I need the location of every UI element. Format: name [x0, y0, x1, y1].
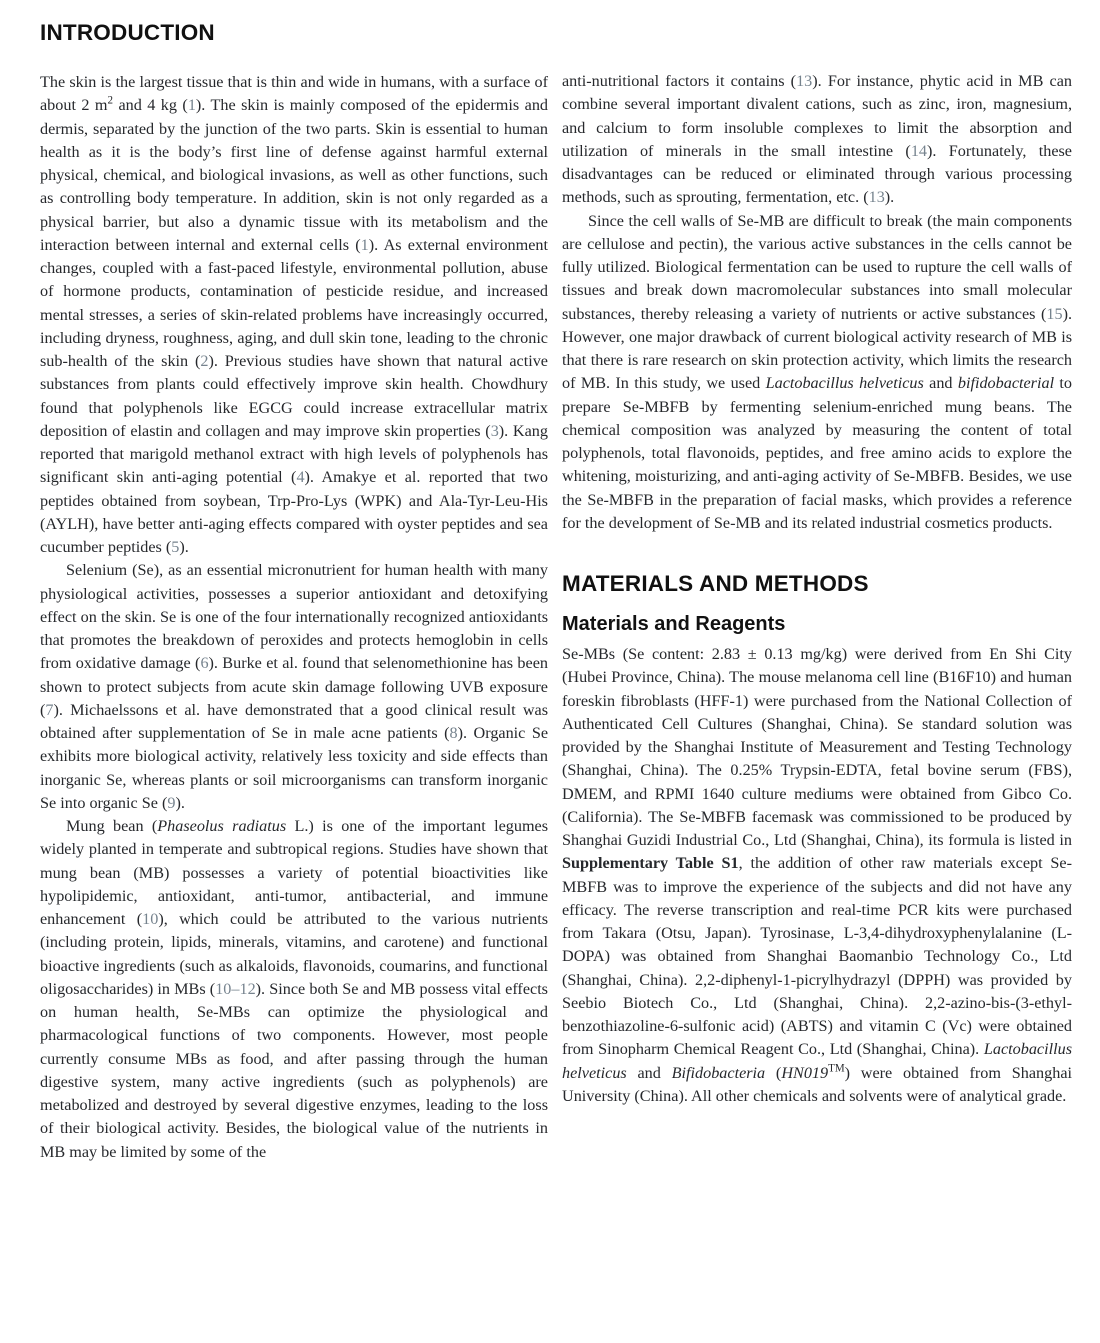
paragraph — [562, 210, 1072, 536]
citation-link[interactable]: 5 — [171, 538, 180, 556]
text-run: , the addition of other raw materials except Se-MBFB was to improve the experience of the subjects and did not have any efficacy. The reverse transcription and real-time PCR kits were purchased from Takara (Otsu, Japan). Tyrosinase, L-3,4-dihydroxyphenylalanine (L-DOPA) was obtained from Shanghai Baomanbio Technology Co., Ltd (Shanghai, China). 2,2-diphenyl-1-picrylhydrazyl (DPPH) was provided by Seebio Biotech Co., Ltd (Shanghai, China). 2,2-azino-bis-(3-ethyl-benzothiazoline-6-sulfonic acid) (ABTS) and vitamin C (Vc) were obtained from Sinopharm Chemical Reagent Co., Ltd (Shanghai, China). — [562, 854, 1072, 1059]
text-run: ). Organic Se exhibits more biological activity, relatively less toxicity and side effects than inorganic Se, whereas plants or soil microorganisms can transform inorganic Se into organic Se ( — [40, 724, 549, 812]
text-run: to prepare Se-MBFB by fermenting selenium-enriched mung beans. The chemical composition was analyzed by measuring the content of total polyphenols, total flavonoids, peptides, and free amino acids to explore the whitening, moisturizing, and anti-aging activity of Se-MBFB. Besides, we use the Se-MBFB in the preparation of facial masks, which provides a reference for the development of Se-MB and its related industrial cosmetics products. — [562, 374, 1073, 532]
section-heading: MATERIALS AND METHODS — [562, 571, 869, 596]
superscript: TM — [828, 1062, 845, 1075]
citation-link[interactable]: 10 — [142, 910, 159, 928]
text-run: Mung bean ( — [66, 817, 158, 835]
section-heading: INTRODUCTION — [40, 20, 215, 45]
citation-link[interactable]: 8 — [449, 724, 458, 742]
text-run: ). Previous studies have shown that natural active substances from plants could effectively improve skin health. Chowdhury found that polyphenols like EGCG could increase extracellular matrix deposition of elastin and collagen and may improve skin properties ( — [40, 352, 548, 440]
text-run: ). For instance, phytic acid in MB can combine several important divalent cations, such as zinc, iron, magnesium, and calcium to form insoluble complexes to limit the absorption and utilization of minerals in the small intestine ( — [562, 72, 1072, 160]
text-run: Se-MBs (Se content: 2.83 ± 0.13 mg/kg) were derived from En Shi City (Hubei Province, China). The mouse melanoma cell line (B16F10) and human foreskin fibroblasts (HFF-1) were purchased from the National Collection of Authenticated Cell Cultures (Shanghai, China). Se standard solution was provided by the Shanghai Institute of Measurement and Testing Technology (Shanghai, China). The 0.25% Trypsin-EDTA, fetal bovine serum (FBS), DMEM, and RPMI 1640 culture mediums were obtained from Gibco Co. (California). The Se-MBFB facemask was commissioned to be produced by Shanghai Guzidi Industrial Co., Ltd (Shanghai, China), its formula is listed in — [562, 645, 1072, 849]
citation-link[interactable]: 7 — [45, 700, 54, 719]
text-run: ) were obtained from Shanghai University (China). All other chemicals and solvents were of analytical grade. — [562, 1063, 1072, 1105]
text-run: ). — [179, 538, 189, 556]
citation-link[interactable]: 13 — [868, 188, 885, 207]
text-run: anti-nutritional factors it contains ( — [562, 72, 797, 90]
citation-link[interactable]: 9 — [167, 793, 176, 812]
text-run: ). However, one major drawback of current biological activity research of MB is that there is rare research on skin protection activity, which limits the research of MB. In this study, we used — [562, 304, 1072, 393]
text-run: Since the cell walls of Se-MB are difficult to break (the main components are cellulose and pectin), the various active substances in the cells cannot be fully utilized. Biological fermentation can be used to rupture the cell walls of tissues and break down macromolecular substances into small molecular substances, thereby releasing a variety of nutrients or active substances ( — [562, 211, 1072, 323]
citation-link[interactable]: 1 — [187, 96, 196, 115]
text-run: ). Since both Se and MB possess vital effects on human health, Se-MBs can optimize the physiological and pharmacological functions of two components. However, most people currently consume MBs as food, and after passing through the human digestive system, many active ingredients (such as polyphenols) are metabolized and destroyed by several digestive enzymes, leading to the loss of their biological activity. Besides, the biological value of the nutrients in MB may be limited by some of the — [40, 979, 548, 1161]
italic-text: HN019 — [781, 1063, 829, 1082]
text-run: ). Michaelssons et al. have demonstrated that a good clinical result was obtained after supplementation of Se in male acne patients ( — [40, 700, 548, 742]
citation-link[interactable]: 14 — [910, 141, 928, 160]
citation-link[interactable]: 1 — [360, 235, 369, 254]
text-run: ). Amakye et al. reported that two peptides obtained from soybean, Trp-Pro-Lys (WPK) and Ala-Tyr-Leu-His (AYLH), have better anti-aging effects compared with oyster peptides and sea cucumber peptides ( — [40, 468, 548, 556]
text-run: ). Fortunately, these disadvantages can be reduced or eliminated through various processing methods, such as sprouting, fermentation, etc. ( — [562, 141, 1072, 207]
citation-link[interactable]: 13 — [796, 72, 813, 90]
left-column — [40, 20, 548, 1164]
paragraph — [562, 643, 1072, 1108]
text-run: ), which could be attributed to the various nutrients (including protein, lipids, minerals, vitamins, and carotene) and functional bioactive ingredients (such as alkaloids, flavonoids, coumarins, and functional oligosaccharides) in MBs ( — [40, 910, 548, 998]
text-run: The skin is the largest tissue that is thin and wide in humans, with a surface of about 2 m — [40, 73, 548, 115]
text-run: Selenium (Se), as an essential micronutrient for human health with many physiological activities, possesses a superior antioxidant and detoxifying effect on the skin. Se is one of the four internationally recognized antioxidants that promotes the breakdown of peroxides and protects hemoglobin in cells from oxidative damage ( — [40, 561, 548, 673]
paragraph — [40, 71, 548, 559]
paragraph — [40, 559, 548, 815]
citation-link[interactable]: 10–12 — [215, 979, 256, 998]
text-run: and 4 kg ( — [113, 96, 188, 115]
paragraph — [562, 70, 1072, 210]
paragraph — [40, 815, 548, 1164]
italic-text: Phaseolus radiatus — [157, 817, 287, 835]
text-run: ). Kang reported that marigold methanol extract with high levels of polyphenols has significant skin anti-aging potential ( — [40, 421, 548, 487]
text-run: L.) is one of the important legumes widely planted in temperate and subtropical regions. Studies have shown that mung bean (MB) possesses a variety of potential bioactivities like hypolipidemic, antioxidant, anti-tumor, antibacterial, and immune enhancement ( — [40, 817, 549, 928]
italic-text: Lactobacillus helveticus — [562, 1040, 1072, 1082]
text-run: and — [626, 1063, 672, 1082]
text-run: ). — [884, 188, 895, 207]
citation-link[interactable]: 2 — [200, 352, 209, 370]
citation-link[interactable]: 4 — [296, 468, 305, 487]
citation-link[interactable]: 15 — [1046, 304, 1063, 323]
subsection-heading: Materials and Reagents — [562, 613, 786, 635]
italic-text: Lactobacillus helveticus — [765, 374, 924, 393]
text-run: ). As external environment changes, coupled with a fast-paced lifestyle, environmental pollution, abuse of hormone products, contamination of pesticide residue, and increased mental stresses, a series of skin-related problems have increasingly occurred, including dryness, roughness, aging, and dull skin tone, leading to the chronic sub-health of the skin ( — [40, 235, 549, 370]
text-run: ). Burke et al. found that selenomethionine has been shown to protect subjects from acute skin damage following UVB exposure ( — [40, 654, 548, 719]
text-run: ). The skin is mainly composed of the epidermis and dermis, separated by the junction of the two parts. Skin is essential to human health as it is the body’s first line of defense against harmful external physical, chemical, and biological invasions, as well as other functions, such as controlling body temperature. In addition, skin is not only regarded as a physical barrier, but also a dynamic tissue with its metabolism and the interaction between internal and external cells ( — [40, 96, 549, 254]
right-column — [562, 20, 1072, 1108]
citation-link[interactable]: 6 — [200, 654, 209, 673]
superscript: 2 — [107, 94, 114, 107]
text-run: and — [923, 374, 958, 393]
bold-text: Supplementary Table S1 — [562, 854, 739, 873]
text-run: ). — [175, 793, 185, 812]
citation-link[interactable]: 3 — [490, 421, 499, 440]
italic-text: Bifidobacteria — [671, 1063, 766, 1082]
italic-text: bifidobacterial — [957, 374, 1055, 393]
text-run: ( — [765, 1063, 782, 1082]
